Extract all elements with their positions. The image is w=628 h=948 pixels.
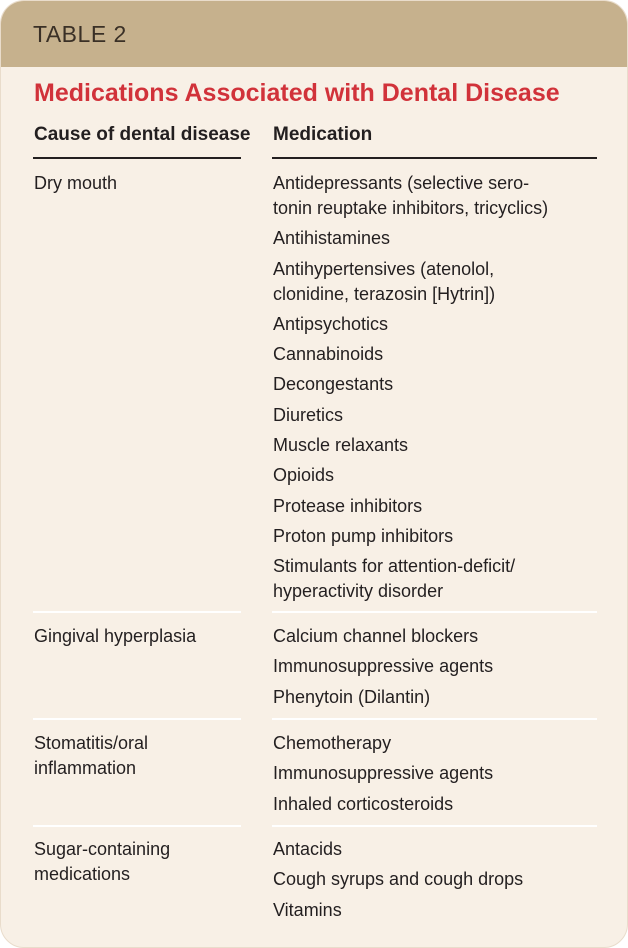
row-divider (33, 718, 241, 720)
medication-item: Immunosuppressive agents (273, 763, 494, 784)
medication-item: Chemotherapy (273, 733, 392, 753)
row-divider (33, 611, 241, 613)
medication-item: Antihistamines (273, 228, 391, 249)
medication-list (273, 171, 603, 610)
medication-item: Stimulants for attention-deficit/ hyperactivity disorder (273, 556, 516, 602)
medication-item: Antipsychotics (273, 313, 389, 334)
medication-item: Vitamins (273, 899, 342, 920)
header-rule-medication (272, 157, 597, 159)
medication-list (273, 731, 603, 822)
medication-item: Phenytoin (Dilantin) (273, 686, 431, 707)
cause-cell: Dry mouth (34, 173, 118, 193)
table-title: Medications Associated with Dental Disease (34, 79, 560, 107)
medication-item: Antidepressants (selective sero- tonin reuptake inhibitors, tricyclics) (273, 173, 549, 218)
row-divider (272, 825, 597, 827)
medication-item: Antacids (273, 839, 343, 859)
medication-item: Calcium channel blockers (273, 626, 479, 646)
column-header-medication: Medication (273, 124, 373, 145)
row-divider (272, 611, 597, 613)
cause-cell: Sugar-containing medications (34, 839, 171, 884)
medication-list (273, 624, 603, 715)
cause-cell: Stomatitis/oral inflammation (34, 733, 149, 778)
medication-item: Inhaled corticosteroids (273, 793, 454, 814)
column-header-cause: Cause of dental disease (34, 124, 251, 145)
medication-item: Cannabinoids (273, 344, 384, 365)
medication-item: Cough syrups and cough drops (273, 869, 524, 890)
medication-item: Diuretics (273, 404, 344, 425)
medication-item: Opioids (273, 465, 335, 486)
row-divider (33, 825, 241, 827)
header-rule-cause (33, 157, 241, 159)
medication-list (273, 837, 603, 928)
row-divider (272, 718, 597, 720)
medication-item: Protease inhibitors (273, 495, 423, 516)
medication-item: Muscle relaxants (273, 435, 409, 456)
medication-item: Proton pump inhibitors (273, 525, 454, 546)
medication-item: Immunosuppressive agents (273, 656, 494, 677)
medication-item: Antihypertensives (atenolol, clonidine, terazosin [Hytrin]) (273, 258, 496, 304)
cause-cell: Gingival hyperplasia (34, 626, 197, 646)
medication-item: Decongestants (273, 374, 394, 395)
table-label: TABLE 2 (33, 21, 127, 47)
